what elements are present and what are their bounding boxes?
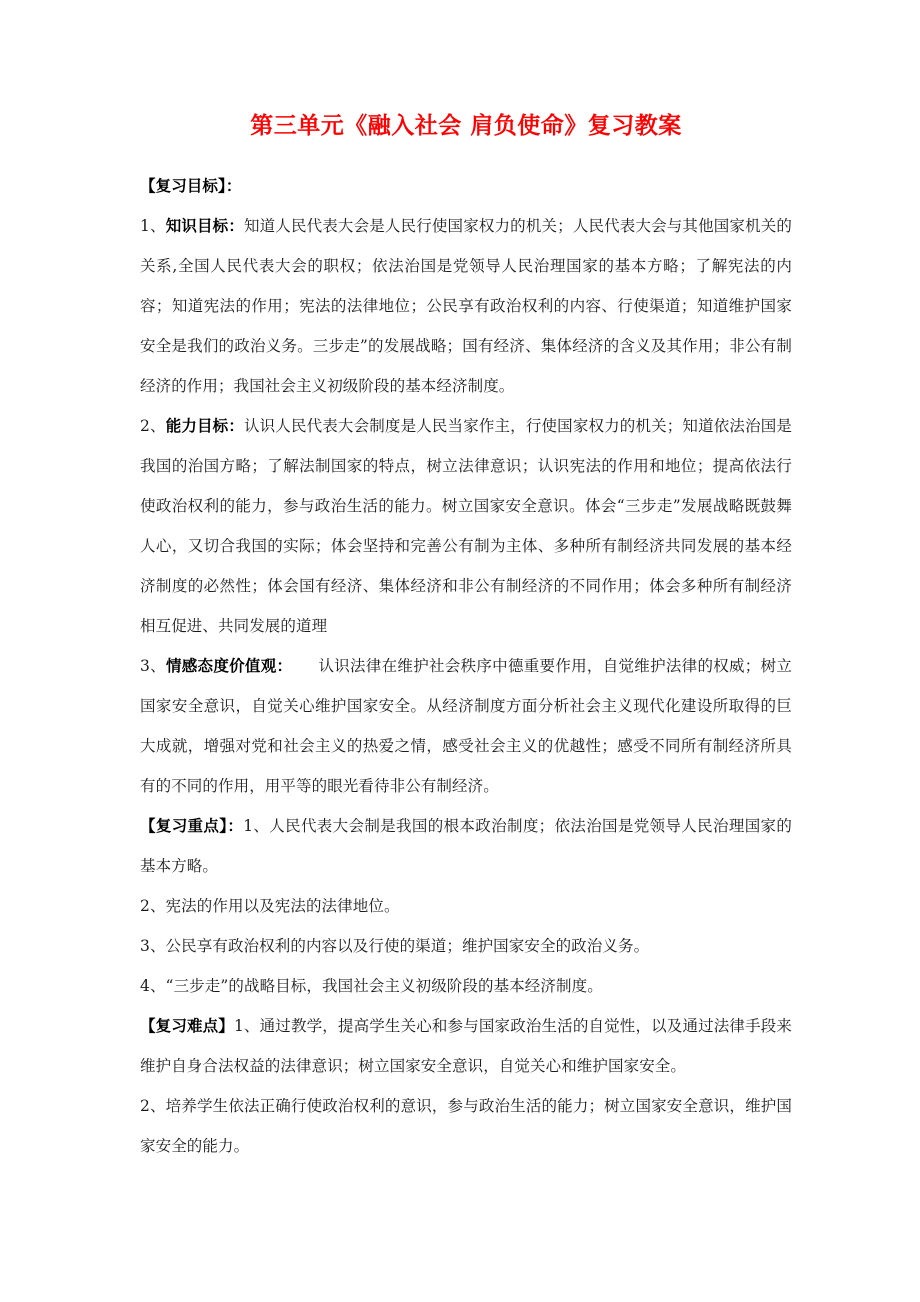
objective-item-3 — [140, 646, 792, 806]
difficulties-item-2-text: 2、培养学生依法正确行使政治权利的意识，参与政治生活的能力；树立国家安全意识，维护国家安全的能力。 — [140, 1096, 792, 1155]
objectives-heading — [140, 166, 792, 206]
key-points-item-3-text: 3、公民享有政治权利的内容以及行使的渠道；维护国家安全的政治义务。 — [140, 936, 650, 955]
objective-item-2 — [140, 406, 792, 646]
objective-item-2-text: 认识人民代表大会制度是人民当家作主，行使国家权力的机关；知道依法治国是我国的治国方略；了解法制国家的特点，树立法律意识；认识宪法的作用和地位；提高依法行使政治权利的能力，参与政治生活的能力。树立国家安全意识。体会“三步走”发展战略既鼓舞人心，又切合我国的实际；体会坚持和完善公有制为主体、多种所有制经济共同发展的基本经济制度的必然性；体会国有经济、集体经济和非公有制经济的不同作用；体会多种所有制经济相互促进、共同发展的道理 — [140, 416, 792, 635]
objective-item-1-number: 1、 — [140, 216, 166, 235]
difficulties-item-1 — [140, 1006, 792, 1086]
objective-item-1 — [140, 206, 792, 406]
objective-item-2-label: 能力目标： — [165, 415, 244, 435]
key-points-item-4 — [140, 966, 792, 1006]
difficulties-item-2 — [140, 1086, 792, 1166]
objective-item-1-label: 知识目标： — [165, 215, 244, 235]
key-points-item-4-text: 4、“三步走”的战略目标，我国社会主义初级阶段的基本经济制度。 — [140, 976, 603, 995]
difficulties-item-1-text: 1、通过教学，提高学生关心和参与国家政治生活的自觉性，以及通过法律手段来维护自身合法权益的法律意识；树立国家安全意识，自觉关心和维护国家安全。 — [140, 1016, 793, 1075]
document-body — [140, 0, 792, 1166]
objective-item-1-text: 知道人民代表大会是人民行使国家权力的机关；人民代表大会与其他国家机关的关系,全国人民代表大会的职权；依法治国是党领导人民治理国家的基本方略；了解宪法的内容；知道宪法的作用；宪法的法律地位；公民享有政治权利的内容、行使渠道；知道维护国家安全是我们的政治义务。三步走”的发展战略；国有经济、集体经济的含义及其作用；非公有制经济的作用；我国社会主义初级阶段的基本经济制度。 — [140, 216, 792, 395]
objective-item-3-label: 情感态度价值观： — [165, 655, 293, 675]
key-points-item-1 — [140, 806, 792, 886]
objective-item-3-text: 认识法律在维护社会秩序中德重要作用，自觉维护法律的权威；树立国家安全意识，自觉关心维护国家安全。从经济制度方面分析社会主义现代化建设所取得的巨大成就，增强对党和社会主义的热爱之情，感受社会主义的优越性；感受不同所有制经济所具有的不同的作用，用平等的眼光看待非公有制经济。 — [140, 656, 792, 795]
key-points-item-2 — [140, 886, 792, 926]
key-points-item-1-text: 1、人民代表大会制是我国的根本政治制度；依法治国是党领导人民治理国家的基本方略。 — [140, 816, 792, 875]
key-points-item-2-text: 2、宪法的作用以及宪法的法律地位。 — [140, 896, 400, 915]
objective-item-3-number: 3、 — [140, 656, 166, 675]
objectives-heading-label: 【复习目标】： — [140, 175, 242, 195]
objective-item-2-number: 2、 — [140, 416, 166, 435]
page-title: 第三单元《融入社会 肩负使命》复习教案 — [250, 112, 682, 139]
key-points-item-3 — [140, 926, 792, 966]
difficulties-label: 【复习难点】 — [140, 1015, 234, 1035]
key-points-label: 【复习重点】： — [140, 815, 244, 835]
